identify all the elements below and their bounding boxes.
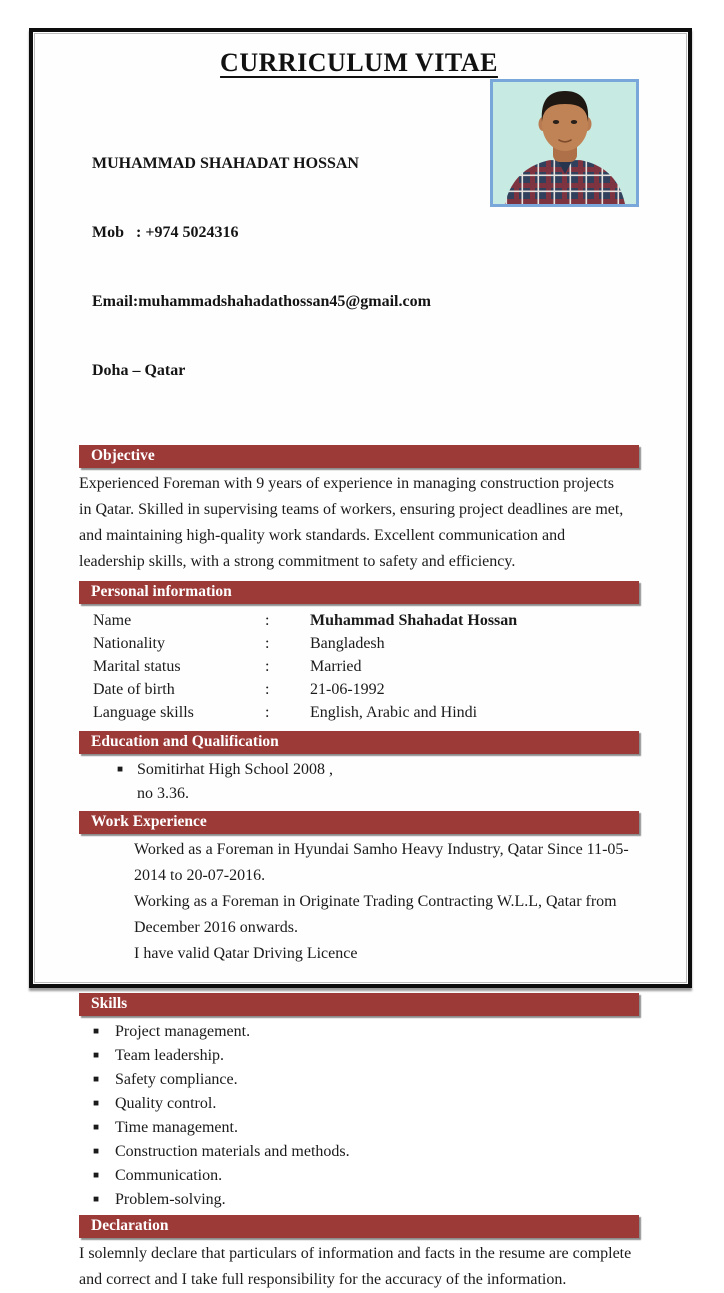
section-heading-objective: Objective: [79, 445, 639, 468]
table-row: [79, 655, 639, 678]
table-row: [79, 609, 639, 632]
info-separator: :: [265, 612, 270, 629]
contact-mobile: Mob : +974 5024316: [92, 224, 239, 241]
square-bullet-icon: ■: [93, 1026, 100, 1037]
list-item: [79, 1164, 639, 1188]
info-label: Marital status: [93, 658, 181, 675]
info-value: English, Arabic and Hindi: [310, 704, 478, 721]
list-item: [79, 1068, 639, 1092]
cv-page: [29, 28, 692, 1288]
square-bullet-icon: ■: [93, 1194, 100, 1205]
section-heading-personal-information: Personal information: [79, 581, 639, 604]
square-bullet-icon: ■: [93, 1146, 100, 1157]
contact-location: Doha – Qatar: [92, 362, 186, 379]
square-bullet-icon: ■: [93, 1122, 100, 1133]
section-heading-declaration: Declaration: [79, 1215, 639, 1238]
info-label: Language skills: [93, 704, 194, 721]
objective-text: Experienced Foreman with 9 years of experience in managing construction projects in Qatar. Skilled in supervising teams of workers, ensuring project deadlines are met, and maintaining high-quality work standards. Excellent communication and leadership skills, with a strong commitment to safety and efficiency.: [79, 475, 624, 570]
education-school: Somitirhat High School 2008 ,: [137, 761, 333, 778]
info-value: 21-06-1992: [310, 681, 385, 698]
declaration-text: I solemnly declare that particulars of information and facts in the resume are complete and correct and I take full responsibility for the accuracy of the information.: [79, 1245, 632, 1288]
skill-label: Construction materials and methods.: [115, 1143, 350, 1160]
education-line-2: no 3.36.: [137, 785, 189, 802]
work-experience-item: I have valid Qatar Driving Licence: [134, 945, 358, 962]
cv-page-inner: [34, 33, 687, 1288]
skill-label: Time management.: [115, 1119, 238, 1136]
info-value: Muhammad Shahadat Hossan: [310, 612, 518, 629]
table-row: [79, 701, 639, 724]
education-item: [79, 758, 639, 806]
info-separator: :: [265, 704, 270, 721]
skills-list: [79, 1020, 639, 1212]
work-experience-list: [79, 837, 639, 967]
section-heading-education: Education and Qualification: [79, 731, 639, 754]
square-bullet-icon: ■: [93, 1074, 100, 1085]
skill-label: Safety compliance.: [115, 1071, 238, 1088]
list-item: [79, 1140, 639, 1164]
header-row: [79, 106, 639, 428]
list-item: [79, 1092, 639, 1116]
info-label: Nationality: [93, 635, 165, 652]
page-title: CURRICULUM VITAE: [220, 48, 498, 77]
education-line-1: [79, 758, 639, 782]
info-value: Bangladesh: [310, 635, 385, 652]
square-bullet-icon: ■: [93, 1170, 100, 1181]
square-bullet-icon: ■: [117, 764, 124, 775]
contact-email: Email:muhammadshahadathossan45@gmail.com: [92, 293, 431, 310]
skill-label: Quality control.: [115, 1095, 217, 1112]
list-item: [79, 1020, 639, 1044]
contact-name: MUHAMMAD SHAHADAT HOSSAN: [92, 155, 359, 172]
skill-label: Team leadership.: [115, 1047, 225, 1064]
square-bullet-icon: ■: [93, 1050, 100, 1061]
info-label: Name: [93, 612, 132, 629]
work-experience-item: Working as a Foreman in Originate Trading Contracting W.L.L, Qatar from December 2016 onwards.: [134, 893, 617, 936]
table-row: [79, 632, 639, 655]
info-separator: :: [265, 658, 270, 675]
list-item: [79, 1044, 639, 1068]
info-separator: :: [265, 681, 270, 698]
info-separator: :: [265, 635, 270, 652]
skill-label: Communication.: [115, 1167, 223, 1184]
portrait-illustration: [493, 82, 636, 204]
table-row: [79, 678, 639, 701]
info-label: Date of birth: [93, 681, 175, 698]
skill-label: Project management.: [115, 1023, 251, 1040]
list-item: [79, 1116, 639, 1140]
skill-label: Problem-solving.: [115, 1191, 226, 1208]
section-heading-work-experience: Work Experience: [79, 811, 639, 834]
work-experience-item: Worked as a Foreman in Hyundai Samho Heavy Industry, Qatar Since 11-05-2014 to 20-07-2016.: [134, 841, 629, 884]
list-item: [79, 1188, 639, 1212]
square-bullet-icon: ■: [93, 1098, 100, 1109]
info-value: Married: [310, 658, 362, 675]
section-heading-skills: Skills: [79, 993, 639, 1016]
applicant-photo: [490, 79, 639, 207]
personal-info-table: [79, 609, 639, 724]
